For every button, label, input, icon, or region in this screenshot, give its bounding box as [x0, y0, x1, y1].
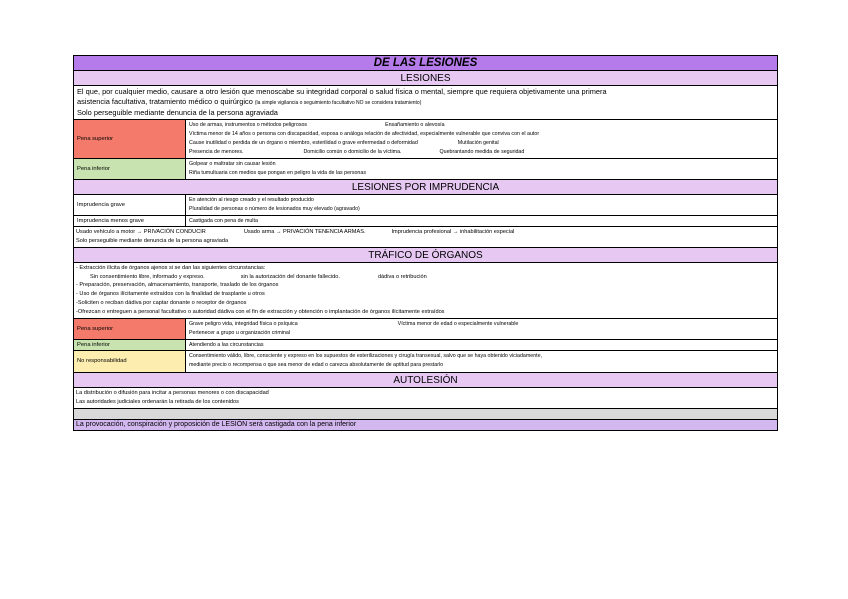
- organos-line: -Soliciten o reciban dádiva por captar donante o receptor de órganos: [76, 299, 247, 306]
- definition-line-3: Solo perseguible mediante denuncia de la persona agraviada: [77, 108, 278, 118]
- organos-conductas: [74, 263, 777, 319]
- organos-pena-superior-body: [186, 319, 777, 339]
- pena-inferior-line: Riña tumultuaria con medios que pongan en peligro la vida de las personas: [189, 169, 366, 176]
- organos-line: - Extracción ilícita de órganos ajenos si se dan las siguientes circunstancias:: [76, 264, 266, 271]
- footer-note: La provocación, conspiración y proposición de LESIÓN será castigada con la pena inferior: [74, 420, 777, 430]
- organos-pena-inferior-label: Pena inferior: [74, 340, 186, 350]
- pena-inferior-body: [186, 159, 777, 179]
- imprudencia-grave-body: [186, 195, 777, 215]
- pena-superior-body: [186, 120, 777, 158]
- imprudencia-menos-grave-text: Castigada con pena de multa: [189, 217, 258, 224]
- imprudencia-grave-line: Pluralidad de personas o número de lesionados muy elevado (agravado): [189, 205, 360, 212]
- pena-superior-line: Víctima menor de 14 años o persona con discapacidad, esposa o análoga relación de afectividad, especialmente vulnerable que conviva con el autor: [189, 130, 540, 137]
- organos-line: Sin consentimiento libre, informado y expreso. sin la autorización del donante fallecido. dádiva o retribución: [90, 273, 427, 280]
- imprudencia-consequences: Usado vehículo a motor → PRIVACIÓN CONDUCIR Usado arma → PRIVACIÓN TENENCIA ARMAS. Imprudencia profesional → inhabilitación especial: [76, 228, 515, 235]
- spacer-row: [74, 409, 777, 420]
- organos-no-responsabilidad: [74, 351, 777, 373]
- organos-pena-inferior-text: Atendiendo a las circunstancias: [189, 341, 264, 348]
- organos-pena-inferior: [74, 340, 777, 351]
- section-header-lesiones: LESIONES: [74, 71, 777, 86]
- organos-pena-superior-label: Pena superior: [74, 319, 186, 339]
- section-header-autolesion: AUTOLESIÓN: [74, 373, 777, 388]
- organos-line: - Uso de órganos ilícitamente extraídos con la finalidad de trasplante u otros: [76, 291, 265, 298]
- lesiones-pena-superior: [74, 120, 777, 159]
- autolesion-line: La distribución o difusión para incitar a personas menores o con discapacidad: [76, 389, 269, 396]
- definition-line-1: El que, por cualquier medio, causare a otro lesión que menoscabe su integridad corporal o salud física o mental, siempre que requiera objetivamente una primera: [77, 87, 607, 96]
- organos-pena-superior-line: Pertenecer a grupo u organización criminal: [189, 329, 290, 336]
- imprudencia-grave-line: En atención al riesgo creado y el resultado producido: [189, 196, 314, 203]
- lesiones-definition: [74, 86, 777, 120]
- autolesion-body: [74, 388, 777, 409]
- imprudencia-menos-grave-label: Imprudencia menos grave: [74, 216, 186, 226]
- no-responsabilidad-label: No responsabilidad: [74, 351, 186, 372]
- pena-superior-line: Cause inutilidad o perdida de un órgano o miembro, esterilidad o grave enfermedad o deformidad Mutilación genital: [189, 139, 499, 146]
- autolesion-line: Las autoridades judiciales ordenarán la retirada de los contenidos: [76, 398, 239, 405]
- imprudencia-extra: [74, 227, 777, 248]
- organos-pena-superior-line: Grave peligro vida, integridad física o psíquica Víctima menor de edad o especialmente vulnerable: [189, 320, 519, 327]
- page-title: DE LAS LESIONES: [74, 56, 777, 71]
- section-header-organos: TRÁFICO DE ÓRGANOS: [74, 248, 777, 263]
- imprudencia-grave-label: Imprudencia grave: [74, 195, 186, 215]
- lesiones-pena-inferior: [74, 159, 777, 180]
- section-header-imprudencia: LESIONES POR IMPRUDENCIA: [74, 180, 777, 195]
- lesiones-sheet: [73, 55, 778, 431]
- imprudencia-grave: [74, 195, 777, 216]
- organos-pena-superior: [74, 319, 777, 340]
- organos-line: - Preparación, preservación, almacenamiento, transporte, traslado de los órganos: [76, 282, 279, 289]
- organos-line: -Ofrezcan o entreguen a personal facultativo o autoridad dádiva con el fin de extracción y obtención o implantación de órganos ilícitamente extraídos: [76, 308, 445, 315]
- imprudencia-menos-grave: [74, 216, 777, 227]
- definition-note: (la simple vigilancia o seguimiento facultativo NO se considera tratamiento): [254, 99, 422, 106]
- no-responsabilidad-line: Consentimiento válido, libre, consciente y expreso en los supuestos de esterilizaciones y cirugía transexual, salvo que se haya obtenido viciadamente,: [189, 352, 543, 359]
- imprudencia-denuncia: Solo perseguible mediante denuncia de la persona agraviada: [76, 237, 229, 244]
- pena-superior-line: Presencia de menores. Domicilio común o domicilio de la víctima. Quebrantando medida de seguridad: [189, 148, 525, 155]
- pena-inferior-line: Golpear o maltratar sin causar lesión: [189, 160, 276, 167]
- pena-superior-label: Pena superior: [74, 120, 186, 158]
- no-responsabilidad-line: mediante precio o recompensa o que sea menor de edad o carezca absolutamente de aptitud para prestarlo: [189, 362, 444, 369]
- pena-superior-line: Uso de armas, instrumentos o métodos peligrosos Ensañamiento o alevosía: [189, 121, 445, 128]
- definition-line-2: asistencia facultativa, tratamiento médico o quirúrgico (la simple vigilancia o seguimiento facultativo NO se considera tratamiento): [77, 96, 422, 106]
- pena-inferior-label: Pena inferior: [74, 159, 186, 179]
- no-responsabilidad-body: [186, 351, 777, 372]
